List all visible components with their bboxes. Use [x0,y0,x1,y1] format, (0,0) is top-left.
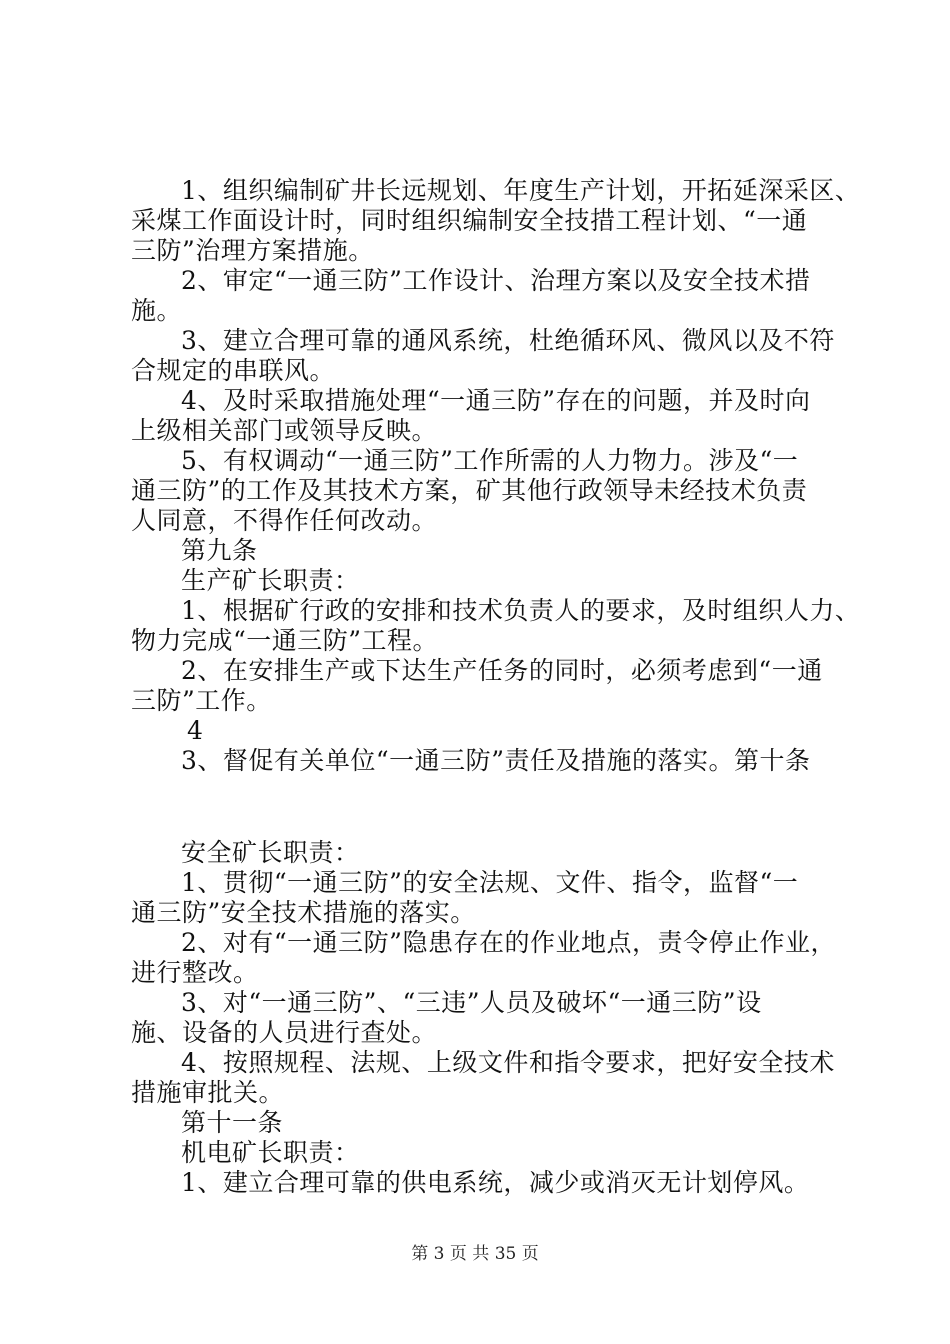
text-line: 三防”工作。 [131,686,272,715]
text-line: 1、根据矿行政的安排和技术负责人的要求，及时组织人力、 [181,596,861,625]
text-line: 5、有权调动“一通三防”工作所需的人力物力。涉及“一 [181,446,799,475]
text-line: 安全矿长职责： [181,838,360,867]
text-line: 三防”治理方案措施。 [131,236,374,265]
text-line: 通三防”安全技术措施的落实。 [131,898,476,927]
text-line: 2、在安排生产或下达生产任务的同时，必须考虑到“一通 [181,656,823,685]
text-line: 措施审批关。 [131,1078,285,1107]
text-line: 第九条 [181,536,258,565]
text-line: 4 [187,716,204,745]
page-footer: 第 3 页 共 35 页 [411,1244,539,1264]
text-line: 1、组织编制矿井长远规划、年度生产计划，开拓延深采区、 [181,176,861,205]
text-line: 机电矿长职责： [181,1138,360,1167]
text-line: 采煤工作面设计时，同时组织编制安全技措工程计划、“一通 [131,206,808,235]
text-line: 通三防”的工作及其技术方案，矿其他行政领导未经技术负责 [131,476,808,505]
text-line: 上级相关部门或领导反映。 [131,416,438,445]
text-line: 物力完成“一通三防”工程。 [131,626,439,655]
text-line: 2、对有“一通三防”隐患存在的作业地点，责令停止作业， [181,928,836,957]
text-line: 合规定的串联风。 [131,356,336,385]
document-body [131,176,861,1198]
text-line: 施、设备的人员进行查处。 [131,1018,438,1047]
text-line: 进行整改。 [131,958,259,987]
text-line: 施。 [131,296,183,325]
text-line: 第十一条 [181,1108,284,1137]
text-line: 人同意，不得作任何改动。 [131,506,438,535]
text-line: 生产矿长职责： [181,566,360,595]
text-line: 3、对“一通三防”、“三违”人员及破坏“一通三防”设 [181,988,762,1017]
text-line: 2、审定“一通三防”工作设计、治理方案以及安全技术措 [181,266,811,295]
text-line: 3、建立合理可靠的通风系统，杜绝循环风、微风以及不符 [181,326,835,355]
text-line: 1、贯彻“一通三防”的安全法规、文件、指令，监督“一 [181,868,799,897]
text-line: 1、建立合理可靠的供电系统，减少或消灭无计划停风。 [181,1168,810,1197]
text-line: 4、按照规程、法规、上级文件和指令要求，把好安全技术 [181,1048,835,1077]
text-line: 3、督促有关单位“一通三防”责任及措施的落实。第十条 [181,746,811,775]
blank-line [131,792,831,822]
text-line: 4、及时采取措施处理“一通三防”存在的问题，并及时向 [181,386,811,415]
